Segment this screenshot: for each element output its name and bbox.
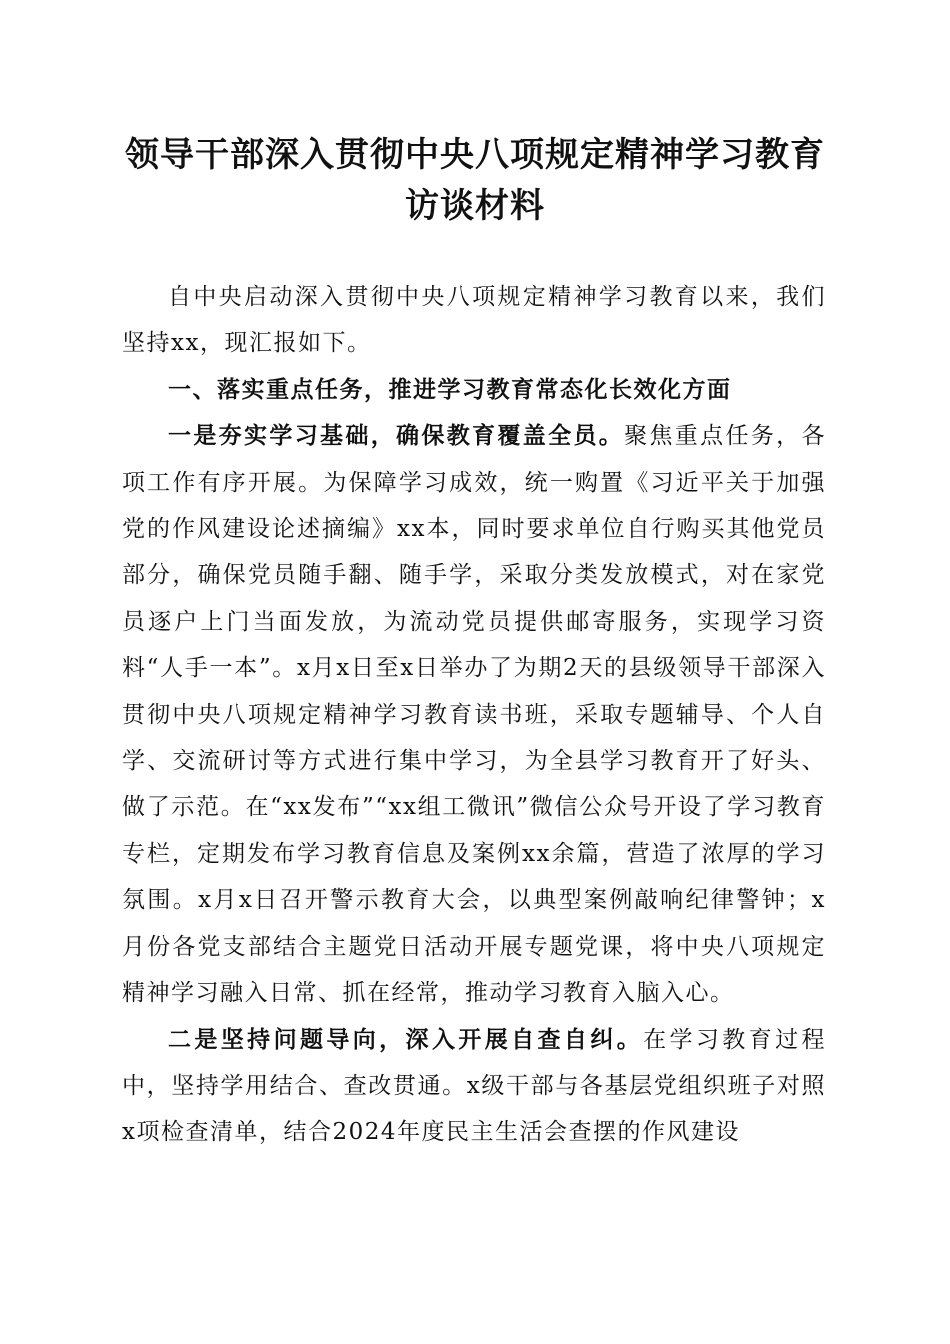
document-body bbox=[122, 274, 826, 1156]
intro-paragraph: 自中央启动深入贯彻中央八项规定精神学习教育以来，我们坚持xx，现汇报如下。 bbox=[122, 284, 826, 357]
paragraph-2-body: 在学习教育过程中，坚持学用结合、查改贯通。x级干部与各基层党组织班子对照x项检查清单，结合2024年度民主生活会查摆的作风建设 bbox=[122, 1026, 827, 1146]
document-title-line-1: 领导干部深入贯彻中央八项规定精神学习教育 bbox=[125, 135, 825, 175]
paragraph-2-lead: 二是坚持问题导向，深入开展自查自纠。 bbox=[168, 1025, 644, 1053]
paragraph-2 bbox=[122, 1017, 826, 1156]
paragraph-1 bbox=[122, 413, 826, 1016]
section-heading-1: 一、落实重点任务，推进学习教育常态化长效化方面 bbox=[168, 375, 732, 403]
paragraph-1-lead: 一是夯实学习基础，确保教育覆盖全员。 bbox=[168, 422, 625, 450]
document-title-line-2: 访谈材料 bbox=[405, 186, 545, 226]
paragraph-1-body: 聚焦重点任务，各项工作有序开展。为保障学习成效，统一购置《习近平关于加强党的作风建设论述摘编》xx本，同时要求单位自行购买其他党员部分，确保党员随手翻、随手学，采取分类发放模式，对在家党员逐户上门当面发放，为流动党员提供邮寄服务，实现学习资料“人手一本”。x月x日至x日举办了为期2天的县级领导干部深入贯彻中央八项规定精神学习教育读书班，采取专题辅导、个人自学、交流研讨等方式进行集中学习，为全县学习教育开了好头、做了示范。在“xx发布”“xx组工微讯”微信公众号开设了学习教育专栏，定期发布学习教育信息及案例xx余篇，营造了浓厚的学习氛围。x月x日召开警示教育大会，以典型案例敲响纪律警钟；x月份各党支部结合主题党日活动开展专题党课，将中央八项规定精神学习融入日常、抓在经常，推动学习教育入脑入心。 bbox=[122, 423, 827, 1007]
